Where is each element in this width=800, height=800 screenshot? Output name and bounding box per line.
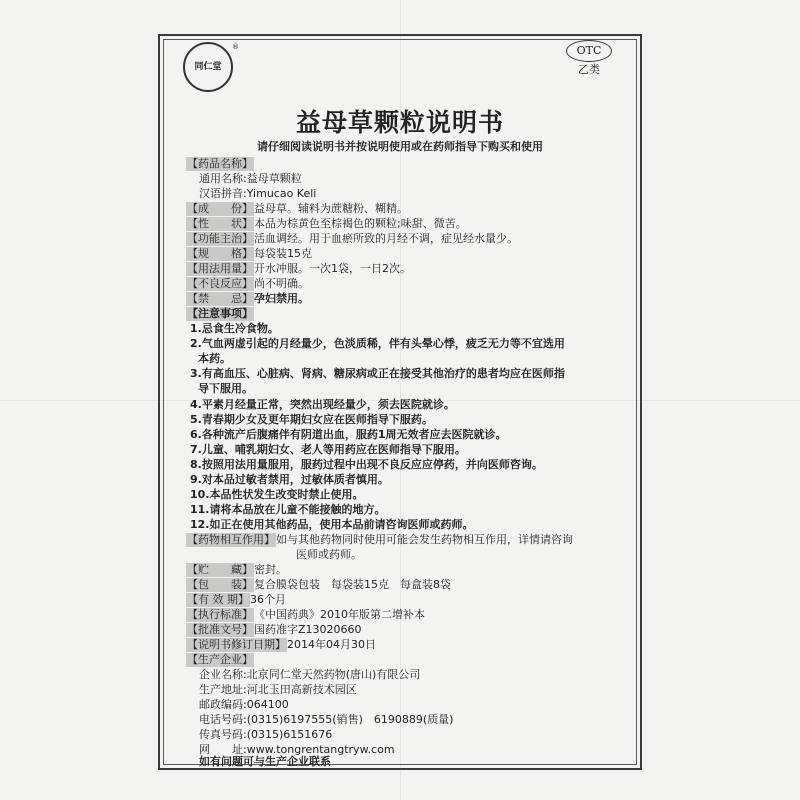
field-label: 【成 份】 — [187, 202, 253, 215]
field-label: 汉语拼音: — [199, 187, 247, 200]
field-label: 【贮 藏】 — [187, 563, 253, 576]
logo-text: 同仁堂 — [194, 62, 222, 72]
drug-name-section — [186, 157, 254, 171]
field-value: 活血调经。用于血瘀所致的月经不调，症见经水量少。 — [254, 232, 518, 245]
field-label: 【规 格】 — [187, 247, 253, 260]
note-item: 11.请将本品放在儿童不能接触的地方。 — [190, 503, 386, 516]
field-value: (0315)6151676 — [246, 728, 333, 741]
address-row — [199, 683, 357, 697]
field-value: 《中国药典》2010年版第二增补本 — [254, 608, 425, 621]
ingredients-row — [186, 202, 408, 216]
interactions-continued: 医师或药师。 — [296, 548, 362, 561]
tongrentang-logo-icon — [183, 42, 239, 92]
field-label: 【用法用量】 — [187, 262, 253, 275]
precautions-section — [186, 307, 254, 321]
field-label: 电话号码: — [199, 713, 247, 726]
section-label: 【药品名称】 — [187, 157, 253, 170]
package-row — [186, 578, 451, 592]
field-label: 【功能主治】 — [187, 232, 253, 245]
field-value: 国药准字Z13020660 — [254, 623, 362, 636]
field-value: 本品为棕黄色至棕褐色的颗粒;味甜、微苦。 — [254, 217, 467, 230]
revision-date-row — [186, 638, 376, 652]
interactions-row — [186, 533, 573, 547]
note-item: 2.气血两虚引起的月经量少，色淡质稀，伴有头晕心悸，疲乏无力等不宜选用 — [190, 337, 565, 350]
note-item: 9.对本品过敏者禁用，过敏体质者慎用。 — [190, 473, 389, 486]
section-label: 【生产企业】 — [187, 653, 253, 666]
field-value: www.tongrentangtryw.com — [246, 743, 395, 756]
approval-row — [186, 623, 362, 637]
field-label: 【有 效 期】 — [187, 593, 249, 606]
note-item: 5.青春期少女及更年期妇女应在医师指导下服药。 — [190, 413, 433, 426]
field-label: 【说明书修订日期】 — [187, 638, 286, 651]
adverse-reactions-row — [186, 277, 309, 291]
field-value: (0315)6197555(销售) 6190889(质量) — [246, 713, 454, 726]
field-label: 【性 状】 — [187, 217, 253, 230]
field-label: 【执行标准】 — [187, 608, 253, 621]
field-label: 【批准文号】 — [187, 623, 253, 636]
note-item-continued: 本药。 — [198, 352, 231, 365]
field-value: 2014年04月30日 — [287, 638, 376, 651]
field-value: 如与其他药物同时使用可能会发生药物相互作用，详情请咨询 — [276, 533, 573, 546]
field-value: 密封。 — [254, 563, 287, 576]
section-label: 【注意事项】 — [187, 307, 253, 320]
company-name-row — [199, 668, 420, 682]
contraindications-row — [186, 292, 309, 306]
description-row — [186, 217, 467, 231]
field-value: 复合膜袋包装 每袋装15克 每盒装8袋 — [254, 578, 451, 591]
registered-mark: ® — [232, 43, 239, 51]
note-item: 12.如正在使用其他药品，使用本品前请咨询医师或药师。 — [190, 518, 474, 531]
note-item-continued: 导下服用。 — [198, 382, 253, 395]
note-item: 3.有高血压、心脏病、肾病、糖尿病或正在接受其他治疗的患者均应在医师指 — [190, 367, 565, 380]
field-value: 孕妇禁用。 — [254, 292, 309, 305]
field-value: 河北玉田高新技术园区 — [246, 683, 357, 696]
field-value: 开水冲服。一次1袋，一日2次。 — [254, 262, 411, 275]
field-value: 益母草。辅料为蔗糖粉、糊精。 — [254, 202, 408, 215]
note-item: 10.本品性状发生改变时禁止使用。 — [190, 488, 364, 501]
field-value: 每袋装15克 — [254, 247, 312, 260]
field-value: 36个月 — [250, 593, 286, 606]
field-label: 传真号码: — [199, 728, 247, 741]
postcode-row — [199, 698, 289, 712]
note-item: 7.儿童、哺乳期妇女、老人等用药应在医师指导下服用。 — [190, 443, 466, 456]
field-label: 网 址: — [199, 743, 247, 756]
dosage-row — [186, 262, 411, 276]
page-subtitle: 请仔细阅读说明书并按说明使用或在药师指导下购买和使用 — [257, 140, 543, 153]
contact-note: 如有问题可与生产企业联系 — [199, 755, 331, 768]
phone-row — [199, 713, 453, 727]
pinyin-row — [199, 187, 316, 201]
standard-row — [186, 608, 425, 622]
note-item: 4.平素月经量正常，突然出现经量少，须去医院就诊。 — [190, 398, 455, 411]
indications-row — [186, 232, 518, 246]
field-value: 北京同仁堂天然药物(唐山)有限公司 — [246, 668, 421, 681]
field-label: 生产地址: — [199, 683, 247, 696]
validity-row — [186, 593, 286, 607]
field-label: 【不良反应】 — [187, 277, 253, 290]
note-item: 1.忌食生冷食物。 — [190, 322, 279, 335]
storage-row — [186, 563, 287, 577]
field-label: 通用名称: — [199, 172, 247, 185]
field-value: 尚不明确。 — [254, 277, 309, 290]
note-item: 8.按照用法用量服用，服药过程中出现不良反应应停药，并向医师咨询。 — [190, 458, 543, 471]
field-value: 益母草颗粒 — [246, 172, 302, 185]
field-label: 【包 装】 — [187, 578, 253, 591]
field-label: 邮政编码: — [199, 698, 247, 711]
otc-badge: OTC — [566, 40, 612, 62]
generic-name-row — [199, 172, 302, 186]
field-value: Yimucao Keli — [246, 187, 317, 200]
field-label: 【药物相互作用】 — [187, 533, 275, 546]
otc-class: 乙类 — [578, 63, 600, 76]
manufacturer-section — [186, 653, 254, 667]
note-item: 6.各种流产后腹痛伴有阴道出血，服药1周无效者应去医院就诊。 — [190, 428, 507, 441]
specification-row — [186, 247, 312, 261]
fax-row — [199, 728, 332, 742]
page-title: 益母草颗粒说明书 — [295, 108, 504, 137]
field-label: 企业名称: — [199, 668, 247, 681]
field-value: 064100 — [246, 698, 289, 711]
field-label: 【禁 忌】 — [187, 292, 253, 305]
